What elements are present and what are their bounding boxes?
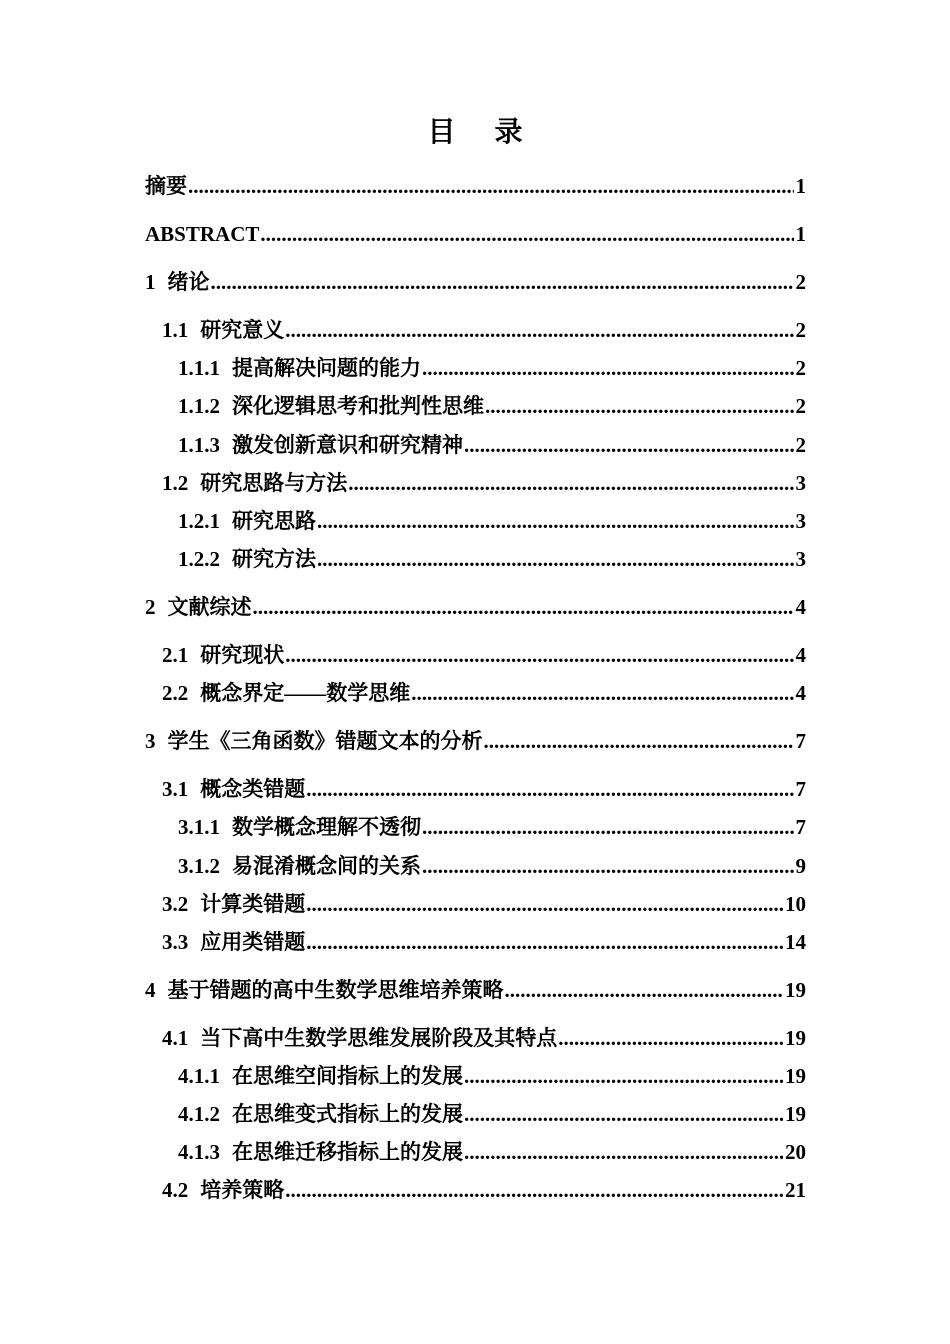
toc-entry-title: ABSTRACT (145, 222, 260, 247)
toc-entry-page: 19 (785, 1025, 806, 1050)
toc-entry-number: 3.1.2 (178, 853, 220, 878)
toc-entry-title: 计算类错题 (200, 891, 306, 916)
toc-entry-number: 1.2.2 (178, 546, 220, 571)
toc-entry[interactable] (145, 923, 806, 961)
toc-entry[interactable] (145, 636, 806, 674)
dot-leader (422, 349, 794, 387)
dot-leader (306, 770, 793, 808)
toc-entry-page: 3 (795, 470, 806, 495)
toc-entry[interactable] (145, 349, 806, 387)
toc-entry-page: 2 (795, 432, 806, 457)
toc-entry-page: 1 (795, 174, 806, 198)
dot-leader (558, 1019, 783, 1057)
toc-entry[interactable] (145, 808, 806, 846)
toc-entry-number: 4.1.2 (178, 1102, 220, 1127)
dot-leader (188, 167, 794, 205)
toc-entry-number: 3.3 (162, 929, 189, 954)
dot-leader (422, 847, 794, 885)
dot-leader (306, 885, 783, 923)
toc-entry-page: 7 (795, 729, 806, 754)
page-title: 目 录 (427, 117, 539, 148)
toc-entry-page: 4 (795, 594, 806, 619)
toc-entry-number: 4.1 (162, 1025, 189, 1050)
toc-entry[interactable] (145, 674, 806, 712)
toc-entry-page: 2 (795, 356, 806, 381)
toc-entry-number: 3 (145, 729, 156, 754)
toc-entry-number: 4 (145, 977, 156, 1002)
toc-entry-title: 研究现状 (200, 643, 285, 668)
toc-entry-number: 1.1.3 (178, 432, 220, 457)
toc-entry-number: 1.1.1 (178, 356, 220, 381)
toc-entry-title: 在思维空间指标上的发展 (232, 1063, 463, 1088)
toc-entry-title: 数学概念理解不透彻 (232, 815, 421, 840)
toc-entry-number: 3.1.1 (178, 815, 220, 840)
toc-entry[interactable] (145, 885, 806, 923)
toc-entry-title: 激发创新意识和研究精神 (232, 432, 463, 457)
dot-leader (411, 674, 793, 712)
toc-entry-page: 4 (795, 643, 806, 668)
toc-entry-page: 9 (795, 853, 806, 878)
toc-entry-page: 14 (785, 929, 806, 954)
toc-entry-title: 概念类错题 (200, 777, 306, 802)
dot-leader (464, 1095, 783, 1133)
toc-entry[interactable] (145, 770, 806, 808)
toc-entry[interactable] (145, 1095, 806, 1133)
toc-entry-number: 2 (145, 594, 156, 619)
toc-entry[interactable] (145, 263, 806, 301)
toc-entry-number: 2.2 (162, 681, 189, 706)
dot-leader (211, 263, 794, 301)
toc-entry-page: 2 (795, 318, 806, 343)
toc-entry[interactable] (145, 426, 806, 464)
toc-entry[interactable] (145, 387, 806, 425)
dot-leader (306, 923, 783, 961)
toc-entry[interactable] (145, 971, 806, 1009)
toc-entry-page: 7 (795, 777, 806, 802)
toc-entry-title: 培养策略 (200, 1178, 285, 1203)
toc-entry-number: 4.1.1 (178, 1063, 220, 1088)
toc-entry[interactable] (145, 1133, 806, 1171)
toc-entry-page: 2 (795, 270, 806, 295)
toc-entry-number: 1.2 (162, 470, 189, 495)
dot-leader (317, 502, 794, 540)
toc-entry-page: 20 (785, 1140, 806, 1165)
dot-leader (464, 1133, 783, 1171)
toc-entry-number: 1 (145, 270, 156, 295)
toc-entry[interactable] (145, 540, 806, 578)
toc-entry-title: 当下高中生数学思维发展阶段及其特点 (200, 1025, 558, 1050)
toc-entry-title: 研究思路与方法 (200, 470, 348, 495)
toc-entry[interactable] (145, 722, 806, 760)
toc-entry-number: 2.1 (162, 643, 189, 668)
toc-entry-title: 在思维变式指标上的发展 (232, 1102, 463, 1127)
toc-entry-page: 7 (795, 815, 806, 840)
dot-leader (285, 636, 793, 674)
dot-leader (260, 215, 793, 253)
dot-leader (285, 311, 793, 349)
toc-entry-number: 4.2 (162, 1178, 189, 1203)
toc-entry[interactable] (145, 215, 806, 253)
toc-entry-title: 摘要 (145, 174, 187, 198)
dot-leader (422, 808, 794, 846)
toc-entry-title: 深化逻辑思考和批判性思维 (232, 394, 484, 419)
toc-entry-number: 4.1.3 (178, 1140, 220, 1165)
toc-entry-number: 3.1 (162, 777, 189, 802)
toc-entry[interactable] (145, 464, 806, 502)
toc-entry-title: 提高解决问题的能力 (232, 356, 421, 381)
toc-entry[interactable] (145, 1171, 806, 1209)
dot-leader (505, 971, 784, 1009)
toc-entry[interactable] (145, 847, 806, 885)
toc-entry[interactable] (145, 311, 806, 349)
toc-entry-title: 应用类错题 (200, 929, 306, 954)
toc-entry-number: 1.1 (162, 318, 189, 343)
toc-entry[interactable] (145, 588, 806, 626)
toc-entry-number: 3.2 (162, 891, 189, 916)
table-of-contents (145, 157, 806, 1209)
dot-leader (285, 1171, 783, 1209)
toc-entry-page: 4 (795, 681, 806, 706)
toc-entry[interactable] (145, 1019, 806, 1057)
toc-entry-title: 基于错题的高中生数学思维培养策略 (167, 977, 504, 1002)
dot-leader (464, 1057, 783, 1095)
toc-entry-page: 2 (795, 394, 806, 419)
toc-entry[interactable] (145, 167, 806, 205)
dot-leader (253, 588, 794, 626)
toc-entry-page: 10 (785, 891, 806, 916)
toc-entry-title: 绪论 (167, 270, 210, 295)
toc-entry-title: 文献综述 (167, 594, 252, 619)
dot-leader (464, 426, 794, 464)
toc-entry[interactable] (145, 1057, 806, 1095)
toc-entry-page: 19 (785, 1063, 806, 1088)
toc-entry-number: 1.2.1 (178, 508, 220, 533)
toc-entry-page: 19 (785, 977, 806, 1002)
toc-entry-title: 概念界定——数学思维 (200, 681, 411, 706)
toc-entry-page: 19 (785, 1102, 806, 1127)
dot-leader (317, 540, 794, 578)
toc-entry-title: 在思维迁移指标上的发展 (232, 1140, 463, 1165)
toc-entry-page: 3 (795, 508, 806, 533)
toc-entry-title: 研究思路 (232, 508, 316, 533)
dot-leader (484, 722, 794, 760)
toc-entry-page: 21 (785, 1178, 806, 1203)
toc-entry-page: 1 (795, 222, 806, 247)
toc-entry-title: 易混淆概念间的关系 (232, 853, 421, 878)
toc-entry-page: 3 (795, 546, 806, 571)
toc-entry-title: 研究方法 (232, 546, 316, 571)
dot-leader (485, 387, 794, 425)
dot-leader (348, 464, 793, 502)
toc-entry[interactable] (145, 502, 806, 540)
toc-entry-title: 学生《三角函数》错题文本的分析 (167, 729, 483, 754)
toc-entry-title: 研究意义 (200, 318, 285, 343)
toc-entry-number: 1.1.2 (178, 394, 220, 419)
